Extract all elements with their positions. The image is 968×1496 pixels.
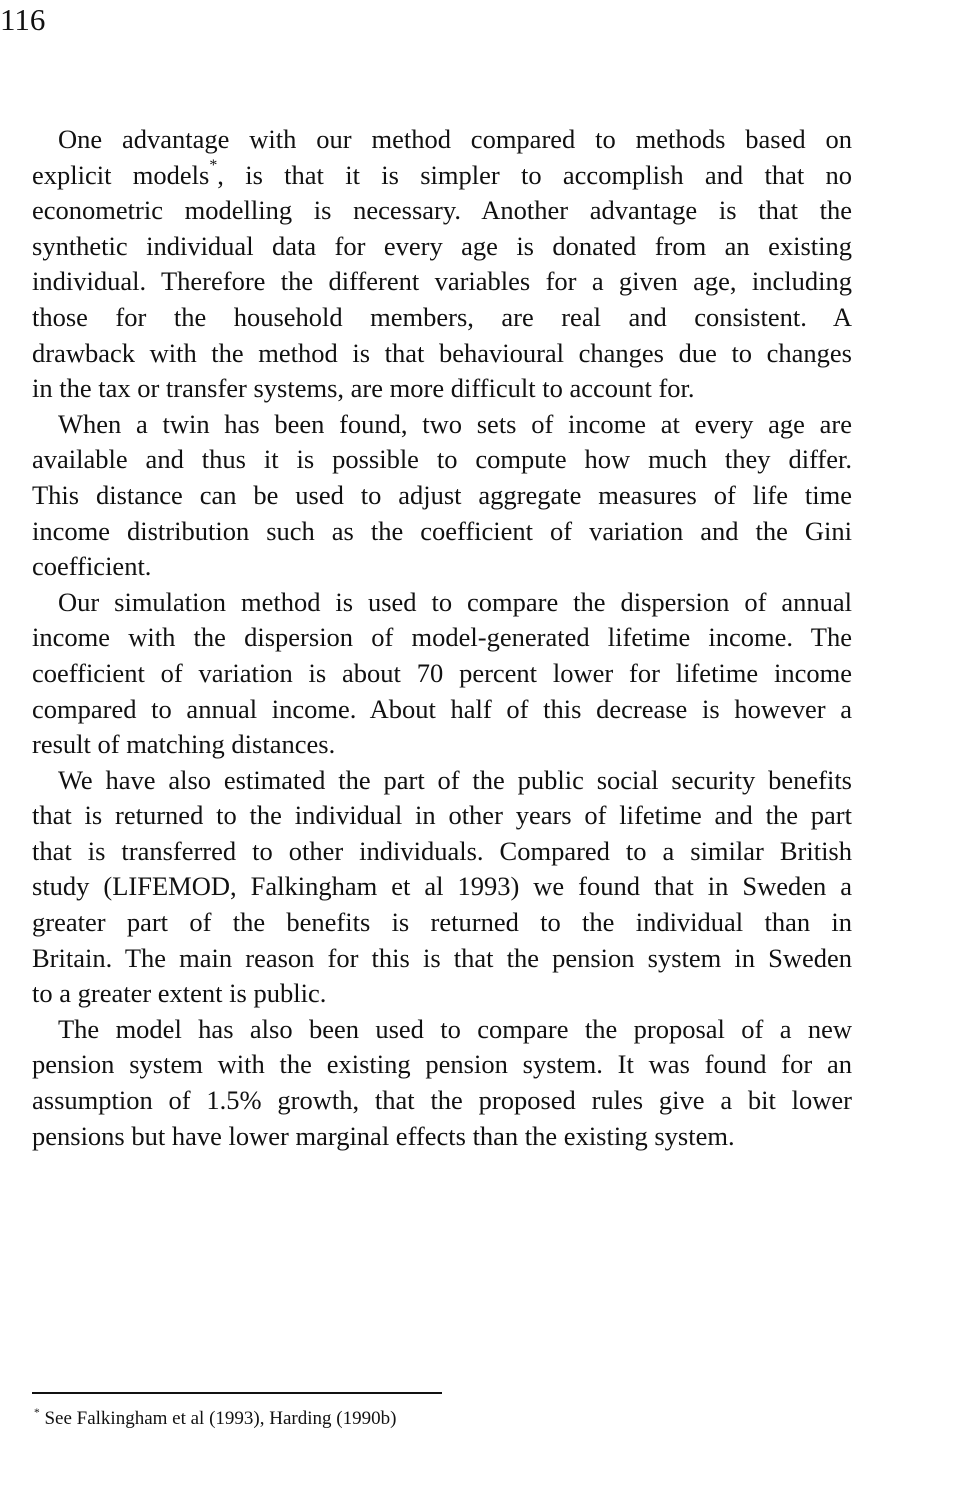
paragraph-5 <box>32 1012 852 1154</box>
text-line: One advantage with our method compared to methods based on <box>58 124 852 154</box>
text-line: compared to annual income. About half of this decrease is however a <box>32 693 852 724</box>
text-line: greater part of the benefits is returned to the individual than in <box>32 907 852 938</box>
paragraph-4 <box>32 763 852 1012</box>
text-line: those for the household members, are real and consistent. A <box>32 301 852 332</box>
text-line: individual. Therefore the different variables for a given age, including <box>32 266 852 297</box>
text-line: We have also estimated the part of the public social security benefits <box>58 764 852 795</box>
text-line: to a greater extent is public. <box>32 978 327 1009</box>
text-line: assumption of 1.5% growth, that the proposed rules give a bit lower <box>32 1085 852 1116</box>
text-line: drawback with the method is that behavioural changes due to changes <box>32 337 852 368</box>
text-line: synthetic individual data for every age is donated from an existing <box>32 230 852 261</box>
paragraph-1 <box>32 122 852 407</box>
text-line: This distance can be used to adjust aggregate measures of life time <box>32 479 852 510</box>
text-line: The model has also been used to compare the proposal of a new <box>58 1013 852 1044</box>
body-text <box>32 122 852 1154</box>
footnote-marker: * <box>34 1407 40 1419</box>
text-line: that is transferred to other individuals. Compared to a similar British <box>32 835 852 866</box>
page-number: 116 <box>0 2 46 37</box>
text-line: income distribution such as the coefficient of variation and the Gini <box>32 515 852 546</box>
footnote-marker: * <box>209 156 218 174</box>
text-line: in the tax or transfer systems, are more difficult to account for. <box>32 373 695 404</box>
text-line: coefficient of variation is about 70 percent lower for lifetime income <box>32 657 852 688</box>
text-line: that is returned to the individual in other years of lifetime and the part <box>32 800 852 831</box>
text-line: econometric modelling is necessary. Another advantage is that the <box>32 195 852 226</box>
text-line: available and thus it is possible to compute how much they differ. <box>32 444 852 475</box>
text-line: result of matching distances. <box>32 729 336 760</box>
text-line: Britain. The main reason for this is that the pension system in Sweden <box>32 942 852 973</box>
text-line: explicit models*, is that it is simpler to accomplish and that no <box>32 156 852 190</box>
text-line: study (LIFEMOD, Falkingham et al 1993) we found that in Sweden a <box>32 871 852 902</box>
paragraph-2 <box>32 407 852 585</box>
text-line: pension system with the existing pension system. It was found for an <box>32 1049 852 1080</box>
paragraph-3 <box>32 585 852 763</box>
text-line: pensions but have lower marginal effects than the existing system. <box>32 1120 735 1151</box>
footnote-divider <box>32 1392 442 1394</box>
text-line: When a twin has been found, two sets of income at every age are <box>58 408 852 439</box>
footnote <box>34 1408 396 1430</box>
text-line: Our simulation method is used to compare the dispersion of annual <box>58 586 852 617</box>
text-line: coefficient. <box>32 551 152 582</box>
footnote-text: See Falkingham et al (1993), Harding (1990b) <box>44 1408 397 1429</box>
text-line: income with the dispersion of model-generated lifetime income. The <box>32 622 852 653</box>
